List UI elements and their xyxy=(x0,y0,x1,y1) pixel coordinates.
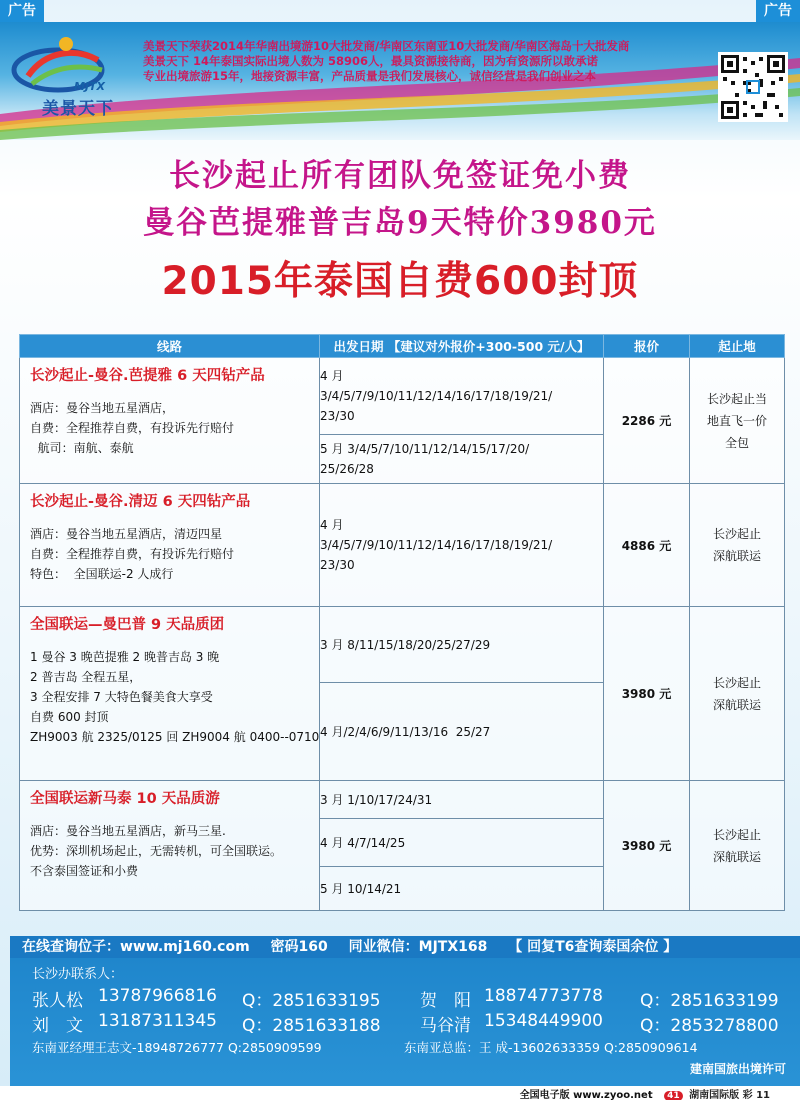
logo-english: MJTX xyxy=(74,80,106,93)
ad-label-right: 广告 xyxy=(756,0,800,22)
route-cell xyxy=(20,781,320,911)
route-detail: 航司：南航、泰航 xyxy=(30,441,134,455)
col-header-dates: 出发日期 【建议对外报价+300-500 元/人】 xyxy=(320,335,604,358)
contact-qq: Q：2851633199 xyxy=(640,991,779,1011)
headline-secondary: 曼谷芭提雅普吉岛9天特价3980元 xyxy=(143,205,657,241)
footer-text xyxy=(520,1086,770,1100)
contact-name: 张人松 xyxy=(32,991,83,1011)
departure-dates: 4 月/2/4/6/9/11/13/16 25/27 xyxy=(320,683,604,781)
director-contact: 东南亚总监：王 成-13602633359 Q:2850909614 xyxy=(404,1040,698,1055)
query-tip: 【 回复T6查询泰国余位 】 xyxy=(508,939,678,955)
destination-cell: 长沙起止 深航联运 xyxy=(690,484,785,607)
slogan-line: 专业出境旅游15年，地接资源丰富，产品质量是我们发展核心，诚信经营是我们创业之本 xyxy=(143,69,596,83)
route-detail: 3 全程安排 7 大特色餐美食大享受 xyxy=(30,690,213,704)
price-cell: 2286 元 xyxy=(604,358,690,484)
price-cell: 4886 元 xyxy=(604,484,690,607)
route-title: 全国联运新马泰 10 天品质游 xyxy=(30,791,220,807)
departure-dates: 5 月 10/14/21 xyxy=(320,867,604,911)
table-row xyxy=(20,358,785,435)
license-note: 建南国旅出境许可 xyxy=(689,1062,786,1076)
contact-title: 长沙办联系人： xyxy=(32,967,124,982)
contact-qq: Q：2851633195 xyxy=(242,991,381,1011)
contact-name: 马谷清 xyxy=(420,1016,471,1036)
route-cell xyxy=(20,607,320,781)
contact-qq: Q：2853278800 xyxy=(640,1016,779,1036)
route-title: 长沙起止-曼谷.芭提雅 6 天四钻产品 xyxy=(30,368,265,384)
destination-cell: 长沙起止当 地直飞一价 全包 xyxy=(690,358,785,484)
footer-site: 全国电子版 www.zyoo.net xyxy=(519,1090,653,1100)
ad-label-left: 广告 xyxy=(0,0,44,22)
departure-dates: 3 月 1/10/17/24/31 xyxy=(320,781,604,819)
col-header-destination: 起止地 xyxy=(690,335,785,358)
headline-main: 2015年泰国自费600封顶 xyxy=(161,259,639,304)
route-detail: 自费 600 封顶 xyxy=(30,710,109,724)
contact-phone: 18874773778 xyxy=(484,986,603,1006)
route-detail: 自费：全程推荐自费，有投诉先行赔付 xyxy=(30,547,235,561)
route-detail: 特色： 全国联运-2 人成行 xyxy=(30,567,174,581)
route-detail: 酒店：曼谷当地五星酒店，清迈四星 xyxy=(30,527,223,541)
route-detail: 酒店：曼谷当地五星酒店， xyxy=(30,401,175,415)
table-row xyxy=(20,484,785,607)
table-header-row xyxy=(20,335,785,358)
route-detail: 2 普吉岛 全程五星， xyxy=(30,670,142,684)
col-header-price: 报价 xyxy=(604,335,690,358)
query-password: 密码160 xyxy=(270,939,328,955)
contact-name: 贺 阳 xyxy=(420,991,471,1011)
route-cell xyxy=(20,358,320,484)
query-wechat: 同业微信：MJTX168 xyxy=(348,939,488,955)
logo-mark-icon xyxy=(6,30,126,100)
slogan-line: 美景天下荣获2014年华南出境游10大批发商/华南区东南亚10大批发商/华南区海岛十大批发商 xyxy=(143,39,630,53)
tour-price-table xyxy=(19,334,785,911)
contact-name: 刘 文 xyxy=(32,1016,83,1036)
headline-primary: 长沙起止所有团队免签证免小费 xyxy=(169,158,631,194)
destination-cell: 长沙起止 深航联运 xyxy=(690,607,785,781)
route-title: 长沙起止-曼谷.清迈 6 天四钻产品 xyxy=(30,494,251,510)
route-cell xyxy=(20,484,320,607)
departure-dates: 4 月 4/7/14/25 xyxy=(320,819,604,867)
route-detail: 酒店：曼谷当地五星酒店，新马三星. xyxy=(30,824,226,838)
manager-contact: 东南亚经理王志文-18948726777 Q:2850909599 xyxy=(32,1040,322,1055)
route-detail: 自费：全程推荐自费，有投诉先行赔付 xyxy=(30,421,235,435)
contact-phone: 13787966816 xyxy=(98,986,217,1006)
departure-dates: 3 月 8/11/15/18/20/25/27/29 xyxy=(320,607,604,683)
route-title: 全国联运—曼巴普 9 天品质团 xyxy=(30,617,225,633)
footer-edition: 湖南国际版 彩 11 xyxy=(689,1090,770,1100)
query-site-link[interactable]: 在线查询位子：www.mj160.com xyxy=(22,939,250,955)
page-number-badge: 41 xyxy=(664,1091,683,1100)
contact-qq: Q：2851633188 xyxy=(242,1016,381,1036)
header-banner xyxy=(0,22,800,140)
contact-block xyxy=(10,958,800,1088)
departure-dates: 4 月 3/4/5/7/9/10/11/12/14/16/17/18/19/21/ 23/30 xyxy=(320,358,604,435)
destination-cell: 长沙起止 深航联运 xyxy=(690,781,785,911)
departure-dates: 4 月 3/4/5/7/9/10/11/12/14/16/17/18/19/21/ 23/30 xyxy=(320,484,604,607)
qr-code-icon xyxy=(718,52,788,122)
page-footer xyxy=(0,1086,800,1100)
table-row xyxy=(20,607,785,683)
contact-phone: 13187311345 xyxy=(98,1011,217,1031)
route-detail: 1 曼谷 3 晚芭提雅 2 晚普吉岛 3 晚 xyxy=(30,650,220,664)
route-detail: ZH9003 航 2325/0125 回 ZH9004 航 0400--0710 xyxy=(30,730,320,744)
logo xyxy=(6,30,126,119)
route-detail: 优势：深圳机场起止，无需转机，可全国联运。 xyxy=(30,844,283,858)
route-detail: 不含泰国签证和小费 xyxy=(30,864,139,878)
logo-chinese: 美景天下 xyxy=(42,99,114,119)
slogan-line: 美景天下 14年泰国实际出境人数为 58906人，最具资源接待商，因为有资源所以敢承诺 xyxy=(143,54,599,68)
col-header-route: 线路 xyxy=(20,335,320,358)
contact-phone: 15348449900 xyxy=(484,1011,603,1031)
table-row xyxy=(20,781,785,819)
departure-dates: 5 月 3/4/5/7/10/11/12/14/15/17/20/ 25/26/28 xyxy=(320,435,604,484)
price-cell: 3980 元 xyxy=(604,781,690,911)
price-cell: 3980 元 xyxy=(604,607,690,781)
query-bar xyxy=(10,936,800,958)
